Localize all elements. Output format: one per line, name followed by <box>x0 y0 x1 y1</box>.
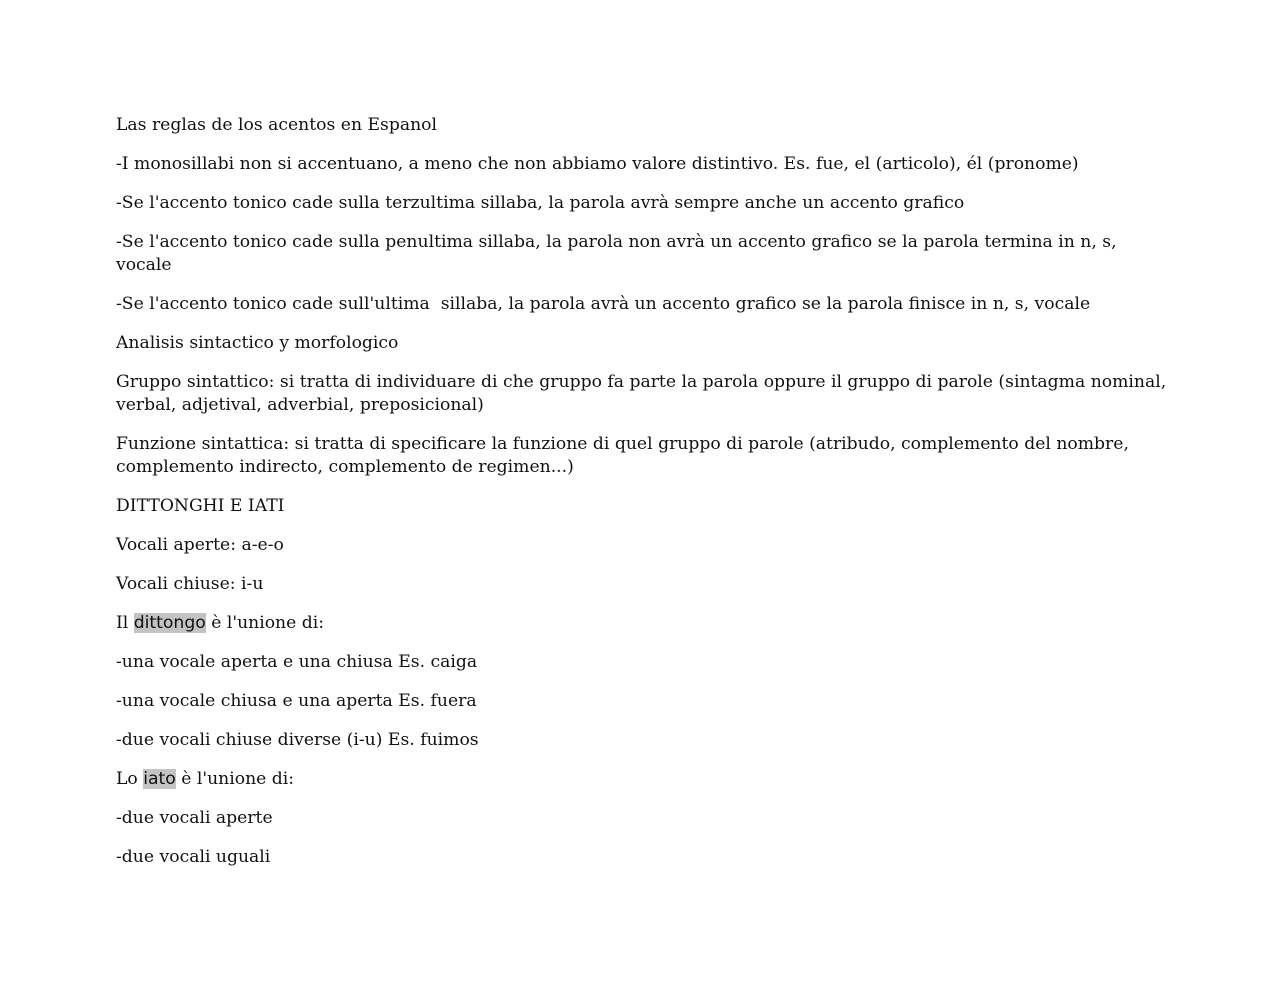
paragraph-syntactic-group: Gruppo sintattico: si tratta di individuare di che gruppo fa parte la parola oppure il gruppo di parole (sintagma nominal, verbal, adjetival, adverbial, preposicional) <box>116 372 1172 415</box>
paragraph-syntactic-function: Funzione sintattica: si tratta di specificare la funzione di quel gruppo di parole (atribudo, complemento del nombre, complemento indirecto, complemento de regimen...) <box>116 434 1135 477</box>
paragraph-closed-vowels: Vocali chiuse: i-u <box>116 574 264 594</box>
text-before: Il <box>116 613 134 633</box>
paragraph-penultimate-rule: -Se l'accento tonico cade sulla penultima sillaba, la parola non avrà un accento grafico se la parola termina in n, s, vocale <box>116 232 1123 275</box>
list-item-two-open: -due vocali aperte <box>116 808 273 828</box>
paragraph-hiatus-definition <box>116 768 1176 791</box>
list-item-closed-open: -una vocale chiusa e una aperta Es. fuera <box>116 691 477 711</box>
paragraph-last-syllable-rule: -Se l'accento tonico cade sull'ultima sillaba, la parola avrà un accento grafico se la parola finisce in n, s, vocale <box>116 294 1091 314</box>
list-item-two-equal: -due vocali uguali <box>116 847 271 867</box>
list-item-two-closed: -due vocali chiuse diverse (i-u) Es. fuimos <box>116 730 479 750</box>
section-heading-analysis: Analisis sintactico y morfologico <box>116 333 399 353</box>
document-title: Las reglas de los acentos en Espanol <box>116 115 438 135</box>
paragraph-diphthong-definition <box>116 612 1176 635</box>
highlighted-word-iato: iato <box>143 769 176 789</box>
paragraph-open-vowels: Vocali aperte: a-e-o <box>116 535 284 555</box>
section-heading-diphthongs: DITTONGHI E IATI <box>116 496 285 516</box>
text-after: è l'unione di: <box>175 769 295 789</box>
list-item-open-closed: -una vocale aperta e una chiusa Es. caiga <box>116 652 478 672</box>
text-after: è l'unione di: <box>205 613 325 633</box>
paragraph-antepenultimate-rule: -Se l'accento tonico cade sulla terzultima sillaba, la parola avrà sempre anche un accento grafico <box>116 193 965 213</box>
paragraph-monosyllables: -I monosillabi non si accentuano, a meno che non abbiamo valore distintivo. Es. fue, el (articolo), él (pronome) <box>116 154 1079 174</box>
text-before: Lo <box>116 769 144 789</box>
highlighted-word-dittongo: dittongo <box>133 613 206 633</box>
document-page <box>116 114 1176 885</box>
